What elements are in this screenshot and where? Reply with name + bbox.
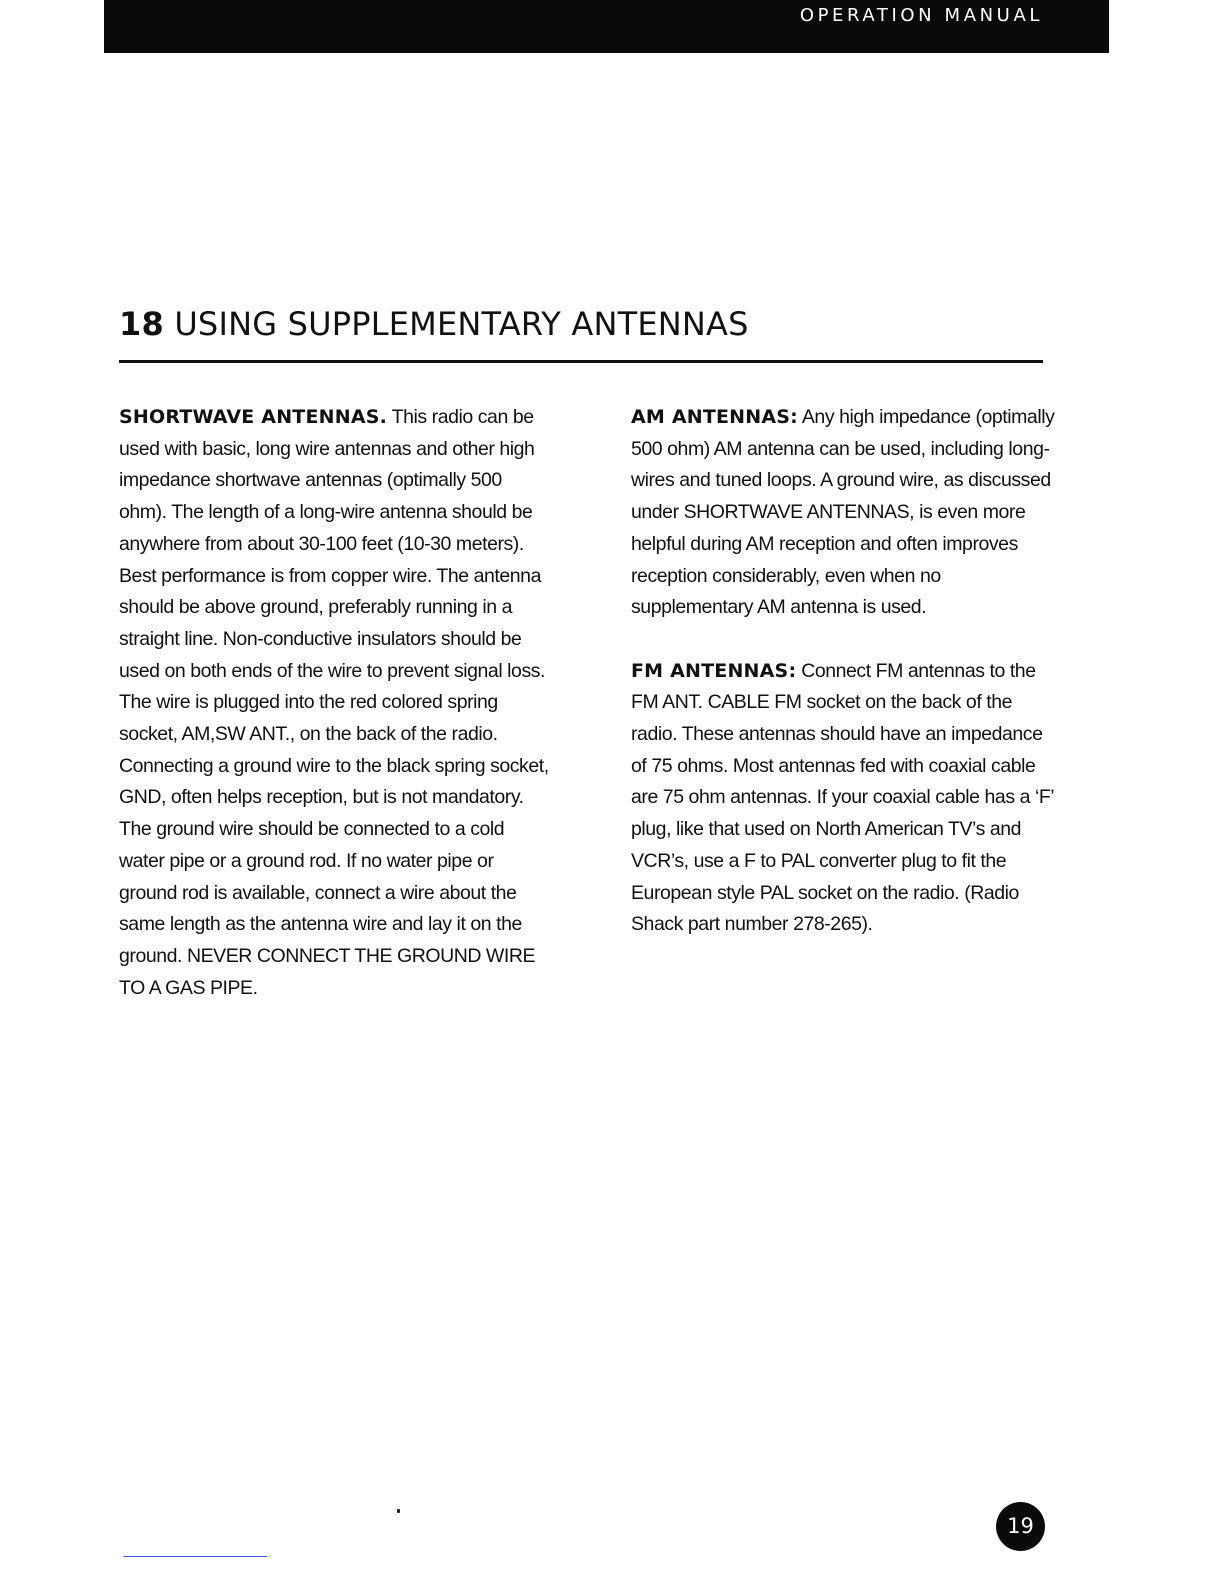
- header-bar: [104, 0, 1109, 53]
- right-column: [631, 402, 1061, 941]
- header-title: OPERATION MANUAL: [799, 5, 1043, 26]
- am-heading: AM ANTENNAS:: [631, 406, 798, 428]
- page-number: 19: [1007, 1514, 1034, 1538]
- title-divider: [119, 360, 1043, 363]
- am-paragraph: [631, 402, 1061, 624]
- section-title: USING SUPPLEMENTARY ANTENNAS: [174, 305, 749, 343]
- shortwave-heading: SHORTWAVE ANTENNAS.: [119, 406, 388, 428]
- fm-heading: FM ANTENNAS:: [631, 659, 797, 682]
- bottom-link-underline: [124, 1556, 267, 1557]
- shortwave-body: This radio can be used with basic, long wire antennas and other high impedance shortwave antennas (optimally 500 ohm). The length of a long-wire antenna should be anywhere from about 30-100 feet (10-30 meters). Best performance is from copper wire. The antenna should be above ground, preferably running in a straight line. Non-conductive insulators should be used on both ends of the wire to prevent signal loss. The wire is plugged into the red colored spring socket, AM,SW ANT., on the back of the radio. Connecting a ground wire to the black spring socket, GND, often helps reception, but is not mandatory. The ground wire should be connected to a cold water pipe or a ground rod. If no water pipe or ground rod is available, connect a wire about the same length as the antenna wire and lay it on the ground. NEVER CONNECT THE GROUND WIRE TO A GAS PIPE.: [119, 406, 549, 999]
- fm-body: Connect FM antennas to the FM ANT. CABLE FM socket on the back of the radio. These antennas should have an impedance of 75 ohms. Most antennas fed with coaxial cable are 75 ohm antennas. If your coaxial cable has a ‘F’ plug, like that used on North American TV’s and VCR’s, use a F to PAL converter plug to fit the European style PAL socket on the radio. (Radio Shack part number 278-265).: [631, 659, 1054, 936]
- fm-paragraph: [631, 656, 1061, 941]
- shortwave-paragraph: [119, 402, 549, 1004]
- scan-speck: [397, 1509, 400, 1513]
- section-number: 18: [119, 305, 164, 343]
- page-title: [119, 305, 749, 343]
- left-column: [119, 402, 549, 1004]
- page-number-badge: [996, 1502, 1045, 1551]
- am-body: Any high impedance (optimally 500 ohm) AM antenna can be used, including long-wires and tuned loops. A ground wire, as discussed under SHORTWAVE ANTENNAS, is even more helpful during AM reception and often improves reception considerably, even when no supplementary AM antenna is used.: [631, 406, 1055, 619]
